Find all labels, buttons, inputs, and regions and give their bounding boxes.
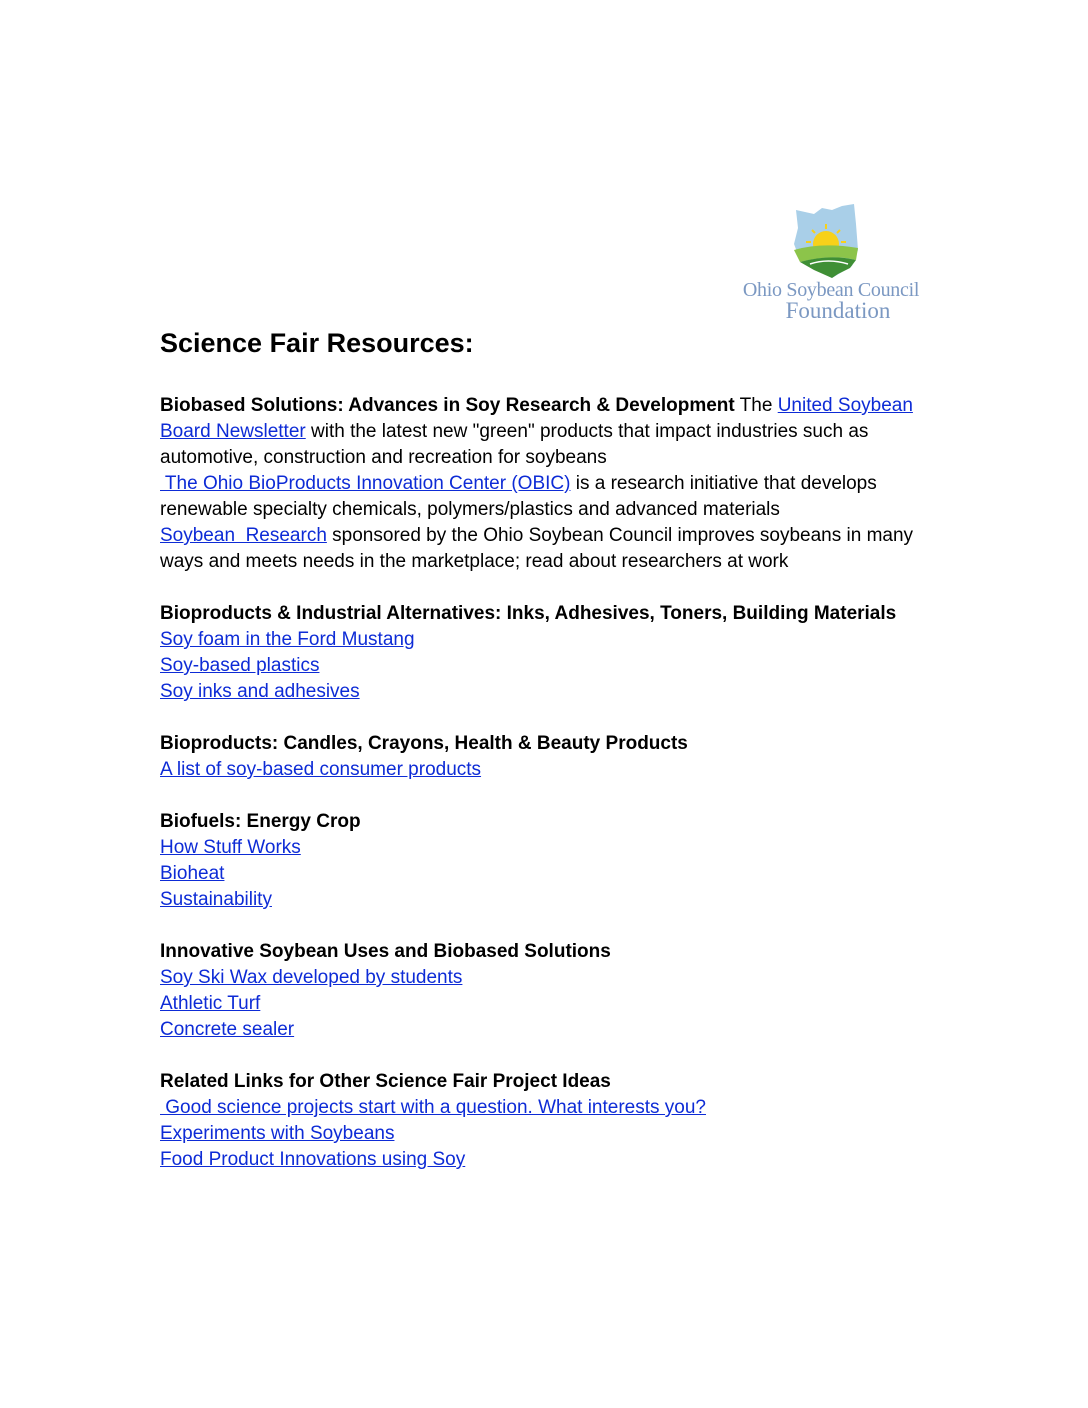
resource-link[interactable]: Sustainability — [160, 889, 272, 910]
body-text: is a research initiative that develops — [575, 473, 877, 494]
innovative-uses-section — [160, 939, 930, 1043]
body-text: The — [739, 395, 773, 416]
section-heading: Biobased Solutions: Advances in Soy Research & Development — [160, 395, 735, 416]
resource-link[interactable]: A list of soy-based consumer products — [160, 759, 482, 780]
industrial-section — [160, 601, 930, 705]
logo-text-line1: Ohio Soybean Council — [742, 279, 920, 301]
logo-text-line2: Foundation — [785, 298, 891, 323]
body-text: sponsored by the Ohio Soybean Council improves soybeans in many — [332, 525, 914, 546]
consumer-section — [160, 731, 930, 783]
resource-link[interactable]: Athletic Turf — [160, 993, 261, 1014]
resource-link[interactable]: Concrete sealer — [160, 1019, 295, 1040]
resource-link[interactable]: Soy inks and adhesives — [160, 681, 360, 702]
resource-link[interactable]: Soy-based plastics — [160, 655, 320, 676]
section-heading: Bioproducts & Industrial Alternatives: Inks, Adhesives, Toners, Building Materials — [160, 603, 897, 624]
soybean-research-link[interactable]: Soybean Research — [160, 525, 327, 546]
related-links-section — [160, 1069, 930, 1173]
resource-content — [160, 393, 930, 1199]
resource-link[interactable]: Soy Ski Wax developed by students — [160, 967, 463, 988]
intro-section — [160, 393, 930, 575]
resource-link[interactable]: Bioheat — [160, 863, 225, 884]
usb-newsletter-link[interactable]: United Soybean — [777, 395, 913, 416]
section-heading: Bioproducts: Candles, Crayons, Health & Beauty Products — [160, 733, 688, 754]
body-text: renewable specialty chemicals, polymers/plastics and advanced materials — [160, 499, 780, 520]
resource-link[interactable]: Experiments with Soybeans — [160, 1123, 395, 1144]
body-text: ways and meets needs in the marketplace; read about researchers at work — [160, 551, 789, 572]
ohio-sun-field-icon — [792, 204, 862, 278]
usb-newsletter-link-cont[interactable]: Board Newsletter — [160, 421, 306, 442]
organization-logo — [740, 200, 922, 325]
resource-link[interactable]: Soy foam in the Ford Mustang — [160, 629, 415, 650]
biofuels-section — [160, 809, 930, 913]
section-heading: Innovative Soybean Uses and Biobased Solutions — [160, 941, 611, 962]
section-heading: Related Links for Other Science Fair Project Ideas — [160, 1071, 611, 1092]
section-heading: Biofuels: Energy Crop — [160, 811, 361, 832]
body-text: with the latest new "green" products that impact industries such as — [311, 421, 869, 442]
resource-link[interactable]: Food Product Innovations using Soy — [160, 1149, 466, 1170]
body-text: automotive, construction and recreation for soybeans — [160, 447, 607, 468]
resource-link[interactable]: How Stuff Works — [160, 837, 301, 858]
obic-link[interactable]: The Ohio BioProducts Innovation Center (OBIC) — [160, 473, 571, 494]
page-title: Science Fair Resources: — [160, 328, 474, 358]
resource-link[interactable]: Good science projects start with a question. What interests you? — [160, 1097, 706, 1118]
